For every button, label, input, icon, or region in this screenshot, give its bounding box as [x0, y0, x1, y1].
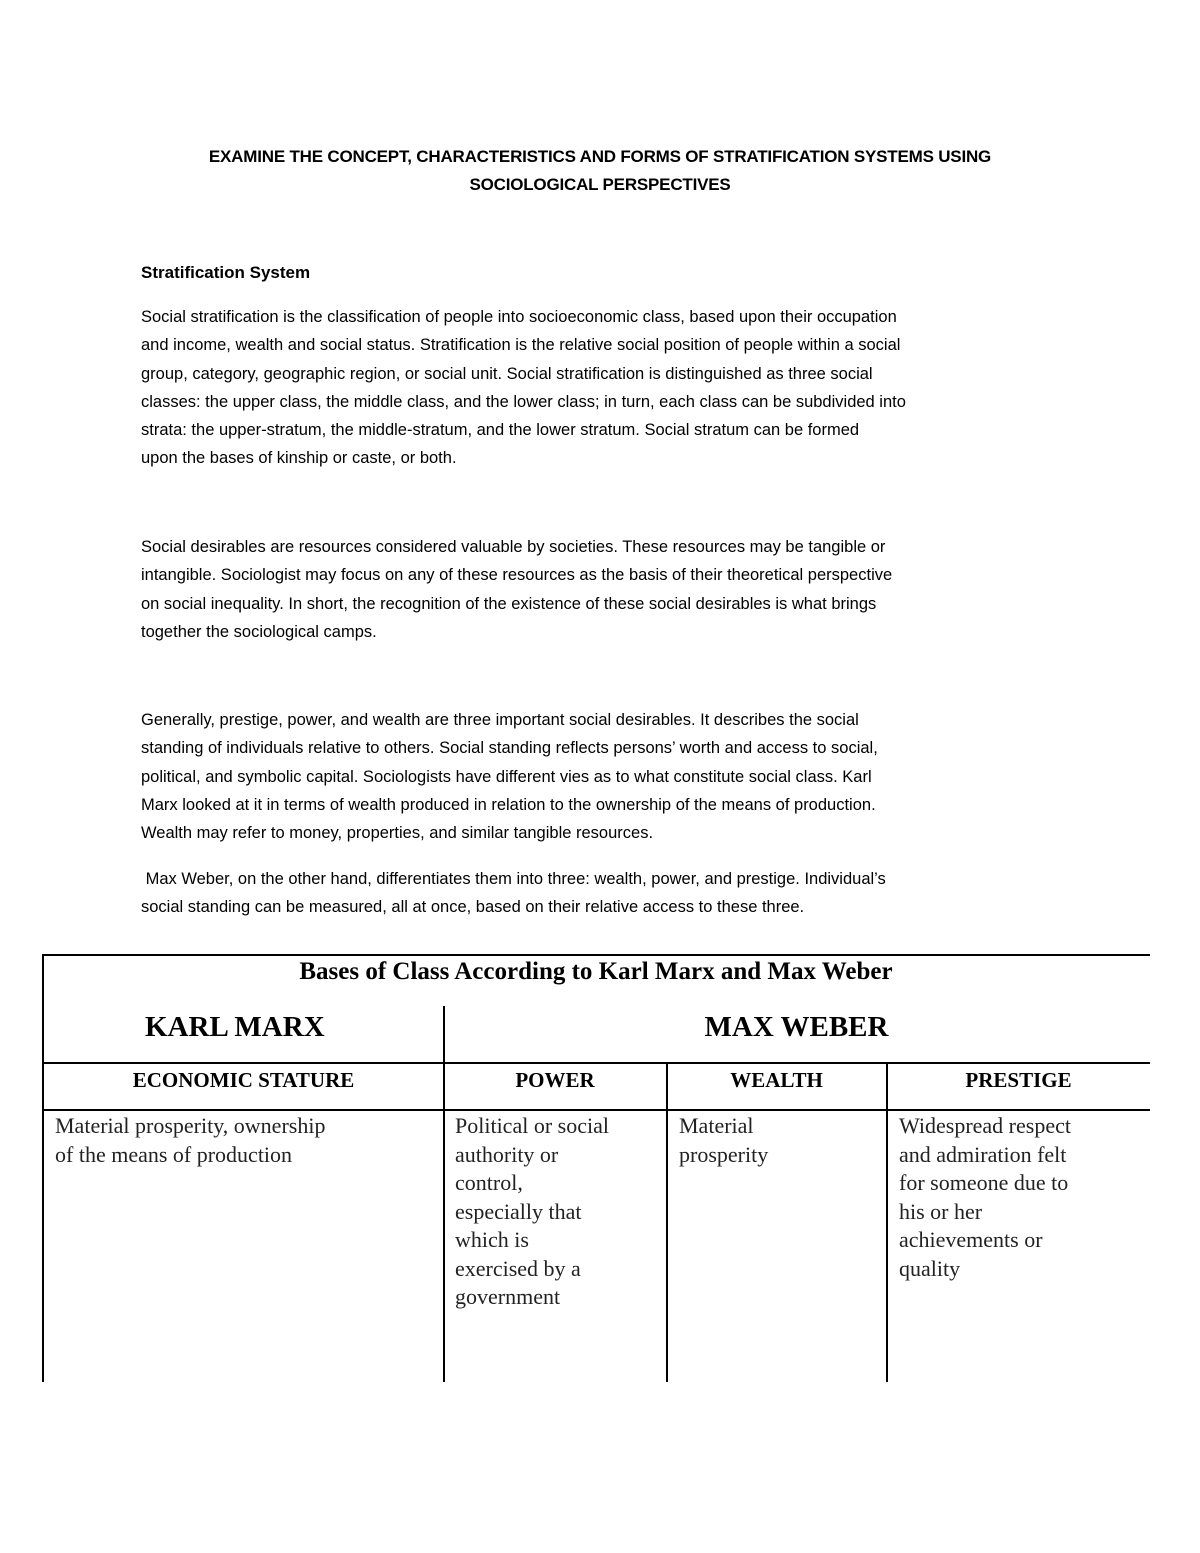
text-line: Wealth may refer to money, properties, and similar tangible resources.: [141, 824, 654, 843]
table-caption: Bases of Class According to Karl Marx and Max Weber: [299, 958, 893, 985]
text-line: Marx looked at it in terms of wealth produced in relation to the ownership of the means of production.: [141, 795, 876, 814]
table-column-divider: [666, 1062, 668, 1382]
text-line: Max Weber, on the other hand, differentiates them into three: wealth, power, and prestige. Individual’s: [141, 870, 886, 888]
paragraph-prestige-power-wealth: [141, 706, 1071, 847]
text-line: strata: the upper-stratum, the middle-stratum, and the lower stratum. Social stratum can be formed: [141, 421, 860, 440]
cell-line: prosperity: [679, 1141, 769, 1167]
document-title-line: SOCIOLOGICAL PERSPECTIVES: [469, 175, 731, 194]
cell-line: his or her: [899, 1198, 983, 1224]
table-column-divider: [886, 1062, 888, 1382]
document-title: [120, 143, 1080, 199]
table-cell-prestige: [899, 1112, 1071, 1283]
text-line: group, category, geographic region, or social unit. Social stratification is distinguished as three social: [141, 364, 873, 383]
text-line: together the sociological camps.: [141, 622, 377, 641]
cell-line: Material: [679, 1113, 754, 1138]
text-line: on social inequality. In short, the recognition of the existence of these social desirables is what brings: [141, 594, 877, 613]
cell-line: exercised by a: [455, 1255, 581, 1281]
cell-line: and admiration felt: [899, 1141, 1067, 1167]
paragraph-social-desirables: [141, 533, 1071, 646]
text-line: intangible. Sociologist may focus on any of these resources as the basis of their theoretical perspective: [141, 566, 893, 585]
column-header-power: POWER: [515, 1068, 595, 1092]
cell-line: quality: [899, 1255, 961, 1281]
cell-line: authority or: [455, 1141, 559, 1167]
text-line: standing of individuals relative to others. Social standing reflects persons’ worth and access to social,: [141, 739, 878, 758]
column-header-economic-stature: ECONOMIC STATURE: [132, 1068, 355, 1092]
section-heading: Stratification System: [141, 263, 311, 282]
table-column-divider: [443, 1006, 445, 1382]
text-line: Social stratification is the classification of people into socioeconomic class, based upon their occupation: [141, 308, 897, 326]
group-header-karl-marx: KARL MARX: [145, 1011, 325, 1043]
cell-line: of the means of production: [55, 1141, 293, 1167]
cell-line: which is: [455, 1227, 529, 1252]
text-line: and income, wealth and social status. Stratification is the relative social position of people within a social: [141, 336, 901, 355]
text-line: political, and symbolic capital. Sociologists have different vies as to what constitute social class. Karl: [141, 767, 872, 786]
bases-of-class-table: [42, 954, 1150, 1382]
paragraph-stratification: [141, 303, 1071, 473]
cell-line: control,: [455, 1170, 523, 1195]
cell-line: Widespread respect: [899, 1113, 1071, 1138]
group-header-max-weber: MAX WEBER: [704, 1011, 889, 1043]
document-title-line: EXAMINE THE CONCEPT, CHARACTERISTICS AND FORMS OF STRATIFICATION SYSTEMS USING: [208, 147, 992, 166]
table-cell-economic-stature: [55, 1112, 325, 1169]
table-cell-wealth: [679, 1112, 768, 1169]
text-line: Social desirables are resources considered valuable by societies. These resources may be tangible or: [141, 538, 886, 556]
cell-line: government: [455, 1284, 561, 1309]
column-header-wealth: WEALTH: [730, 1068, 823, 1092]
cell-line: Material prosperity, ownership: [55, 1113, 326, 1138]
table-rule: [42, 1109, 1150, 1111]
text-line: Generally, prestige, power, and wealth are three important social desirables. It describes the social: [141, 711, 859, 729]
text-line: upon the bases of kinship or caste, or both.: [141, 449, 457, 468]
cell-line: Political or social: [455, 1113, 609, 1138]
cell-line: achievements or: [899, 1227, 1043, 1252]
text-line: social standing can be measured, all at once, based on their relative access to these three.: [141, 898, 805, 917]
text-line: classes: the upper class, the middle class, and the lower class; in turn, each class can be subdivided into: [141, 392, 906, 411]
table-cell-power: [455, 1112, 609, 1312]
cell-line: especially that: [455, 1198, 582, 1224]
cell-line: for someone due to: [899, 1170, 1069, 1195]
table-border: [42, 954, 44, 1382]
paragraph-max-weber: [141, 865, 1071, 922]
column-header-prestige: PRESTIGE: [965, 1068, 1072, 1092]
